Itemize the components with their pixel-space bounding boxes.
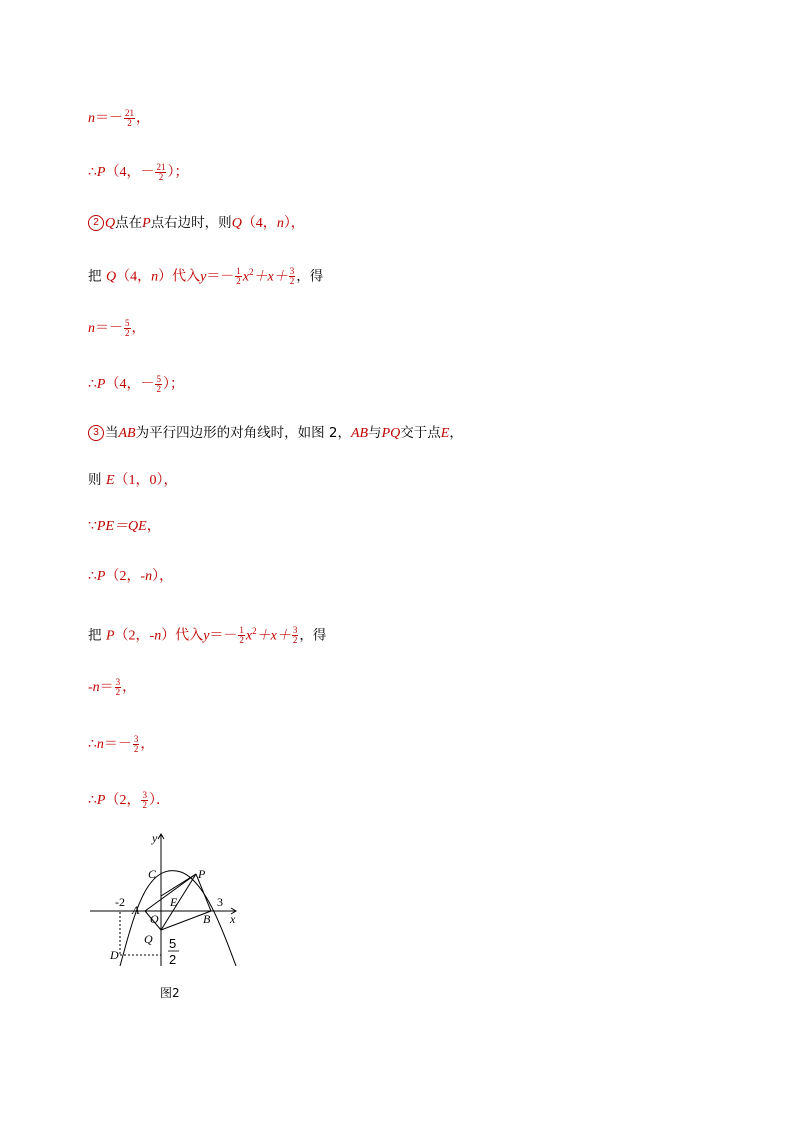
figure-caption: 图2 xyxy=(160,986,180,1000)
equation-n-value-2: n＝－ $\frac{5}{2}$ ， xyxy=(88,317,146,338)
point-e-coordinate: 则 E（1，0）， xyxy=(88,472,178,488)
label-five: 5 xyxy=(169,936,177,951)
diagonal-pq xyxy=(161,874,196,930)
label-x: x xyxy=(230,912,236,926)
label-b: B xyxy=(203,912,211,926)
label-c: C xyxy=(148,867,157,881)
substitution-line-1: 把 Q（4，n）代入y＝－ $\frac{1}{2}$ $x^2+x+$ $\frac{3}{2}$ ，得 xyxy=(88,266,324,287)
point-p-result-2: ∴P（4，－ $\frac{5}{2}$ ）； xyxy=(88,373,184,394)
label-minus2: -2 xyxy=(115,895,125,909)
segment-cp xyxy=(161,874,196,896)
point-p-result-1: ∴P（4，－ $\frac{21}{2}$ ）； xyxy=(88,161,189,182)
label-o: O xyxy=(150,912,159,926)
label-q: Q xyxy=(144,932,153,946)
label-three: 3 xyxy=(217,895,223,909)
case-3-heading: 3 当AB为平行四边形的对角线时，如图 2，AB与PQ交于点E， xyxy=(88,423,463,444)
case-2-heading: 2 Q点在P点右边时，则Q（4，n）， xyxy=(88,213,305,234)
label-a: A xyxy=(132,903,140,917)
equation-n-value-1: n＝－ $\frac{21}{2}$ ， xyxy=(88,107,150,128)
label-y: y xyxy=(152,831,158,845)
equation-n-value-3: ∴n＝－ $\frac{3}{2}$ ， xyxy=(88,733,155,754)
substitution-line-2: 把 P（2，-n）代入y＝－ $\frac{1}{2}$ $x^2+x+$ $\frac{3}{2}$ ，得 xyxy=(88,625,327,646)
label-p: P xyxy=(198,867,206,881)
point-p-expression: ∴P（2，-n）， xyxy=(88,569,174,584)
pe-equals-qe: ∵PE＝QE， xyxy=(88,519,161,534)
parabola-figure xyxy=(86,826,246,976)
equation-neg-n: -n＝ $\frac{3}{2}$ ， xyxy=(88,676,137,697)
label-two: 2 xyxy=(169,952,177,967)
label-d: D xyxy=(110,948,119,962)
label-e: E xyxy=(170,895,178,909)
point-p-result-3: ∴P（2， $\frac{3}{2}$ ）． xyxy=(88,789,170,810)
